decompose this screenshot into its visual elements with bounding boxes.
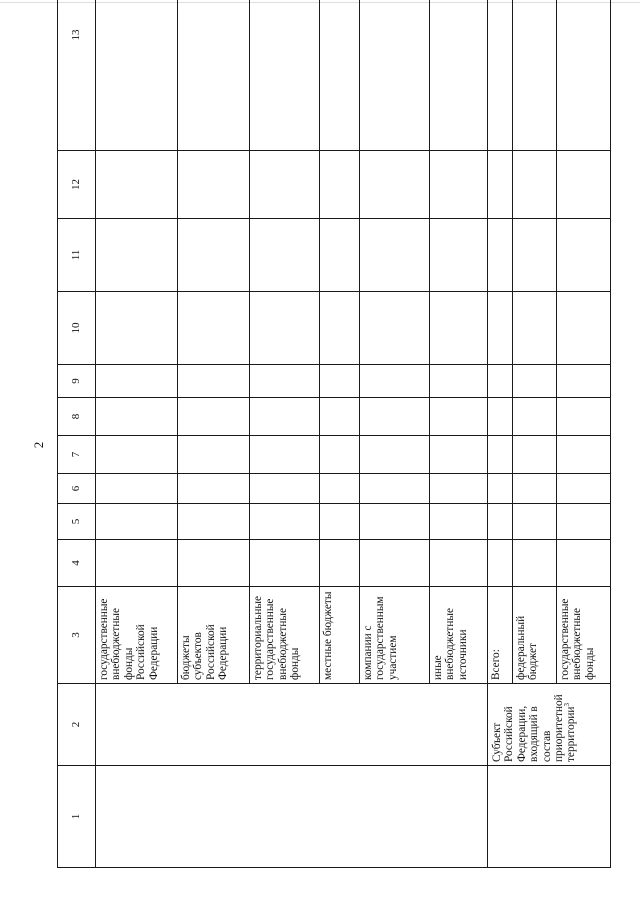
empty-cell bbox=[250, 540, 320, 587]
empty-cell bbox=[513, 504, 557, 540]
empty-cell bbox=[320, 436, 360, 474]
source-label: государственные внебюджетные фонды bbox=[557, 587, 611, 684]
empty-cell bbox=[488, 504, 513, 540]
empty-cell bbox=[178, 398, 250, 436]
empty-cell bbox=[320, 540, 360, 587]
table-row bbox=[96, 0, 178, 868]
empty-cell bbox=[320, 474, 360, 504]
empty-cell bbox=[360, 151, 430, 219]
empty-cell bbox=[96, 398, 178, 436]
source-label: иные внебюджетные источники bbox=[430, 587, 488, 684]
header-cell-6: 6 bbox=[58, 474, 96, 504]
empty-cell bbox=[178, 0, 250, 151]
empty-cell bbox=[178, 436, 250, 474]
empty-cell bbox=[430, 474, 488, 504]
empty-cell bbox=[557, 0, 611, 151]
empty-cell bbox=[430, 292, 488, 365]
empty-cell bbox=[178, 365, 250, 398]
header-cell-7: 7 bbox=[58, 436, 96, 474]
empty-cell bbox=[178, 219, 250, 292]
empty-cell bbox=[320, 365, 360, 398]
empty-cell bbox=[360, 365, 430, 398]
empty-cell bbox=[250, 292, 320, 365]
empty-cell bbox=[430, 365, 488, 398]
group2-col2-cell bbox=[488, 684, 611, 766]
empty-cell bbox=[250, 0, 320, 151]
empty-cell bbox=[513, 151, 557, 219]
empty-cell bbox=[557, 504, 611, 540]
header-row bbox=[58, 0, 96, 868]
group1-col2-cell bbox=[96, 684, 488, 766]
empty-cell bbox=[360, 540, 430, 587]
empty-cell bbox=[178, 474, 250, 504]
header-cell-1: 1 bbox=[58, 766, 96, 868]
empty-cell bbox=[488, 0, 513, 151]
empty-cell bbox=[320, 0, 360, 151]
empty-cell bbox=[360, 398, 430, 436]
empty-cell bbox=[320, 151, 360, 219]
empty-cell bbox=[360, 474, 430, 504]
empty-cell bbox=[557, 219, 611, 292]
header-cell-8: 8 bbox=[58, 398, 96, 436]
empty-cell bbox=[250, 219, 320, 292]
empty-cell bbox=[320, 219, 360, 292]
empty-cell bbox=[96, 151, 178, 219]
group1-col1-cell bbox=[96, 766, 488, 868]
empty-cell bbox=[250, 474, 320, 504]
empty-cell bbox=[557, 398, 611, 436]
footnote-mark: 3 bbox=[563, 703, 572, 707]
empty-cell bbox=[488, 151, 513, 219]
source-label: компании с государственным участием bbox=[360, 587, 430, 684]
empty-cell bbox=[178, 540, 250, 587]
source-label: территориальные государственные внебюджетные фонды bbox=[250, 587, 320, 684]
empty-cell bbox=[250, 151, 320, 219]
empty-cell bbox=[557, 474, 611, 504]
empty-cell bbox=[96, 474, 178, 504]
empty-cell bbox=[488, 540, 513, 587]
empty-cell bbox=[430, 219, 488, 292]
empty-cell bbox=[320, 398, 360, 436]
empty-cell bbox=[360, 504, 430, 540]
empty-cell bbox=[250, 365, 320, 398]
empty-cell bbox=[513, 292, 557, 365]
rotated-table-container bbox=[57, 20, 610, 868]
empty-cell bbox=[178, 151, 250, 219]
empty-cell bbox=[96, 292, 178, 365]
empty-cell bbox=[513, 474, 557, 504]
source-label: государственные внебюджетные фонды Российской Федерации bbox=[96, 587, 178, 684]
header-cell-5: 5 bbox=[58, 504, 96, 540]
empty-cell bbox=[320, 504, 360, 540]
empty-cell bbox=[557, 151, 611, 219]
empty-cell bbox=[96, 219, 178, 292]
empty-cell bbox=[430, 504, 488, 540]
header-cell-4: 4 bbox=[58, 540, 96, 587]
empty-cell bbox=[557, 292, 611, 365]
table-row bbox=[488, 0, 513, 868]
header-cell-2: 2 bbox=[58, 684, 96, 766]
source-label: местные бюджеты bbox=[320, 587, 360, 684]
header-cell-13: 13 bbox=[58, 0, 96, 151]
empty-cell bbox=[513, 436, 557, 474]
empty-cell bbox=[488, 365, 513, 398]
empty-cell bbox=[557, 436, 611, 474]
empty-cell bbox=[430, 436, 488, 474]
empty-cell bbox=[513, 398, 557, 436]
empty-cell bbox=[488, 398, 513, 436]
empty-cell bbox=[513, 540, 557, 587]
empty-cell bbox=[360, 219, 430, 292]
empty-cell bbox=[513, 0, 557, 151]
empty-cell bbox=[513, 219, 557, 292]
empty-cell bbox=[430, 398, 488, 436]
subject-label: Субъект Российской Федерации, входящий в состав приоритетной территории bbox=[491, 694, 578, 762]
empty-cell bbox=[178, 504, 250, 540]
header-cell-9: 9 bbox=[58, 365, 96, 398]
empty-cell bbox=[250, 504, 320, 540]
empty-cell bbox=[430, 151, 488, 219]
empty-cell bbox=[250, 398, 320, 436]
empty-cell bbox=[430, 540, 488, 587]
empty-cell bbox=[96, 504, 178, 540]
empty-cell bbox=[557, 365, 611, 398]
empty-cell bbox=[488, 474, 513, 504]
empty-cell bbox=[360, 436, 430, 474]
financing-table bbox=[57, 0, 611, 868]
group2-col1-cell bbox=[488, 766, 611, 868]
header-cell-3: 3 bbox=[58, 587, 96, 684]
empty-cell bbox=[96, 436, 178, 474]
empty-cell bbox=[557, 540, 611, 587]
empty-cell bbox=[178, 292, 250, 365]
empty-cell bbox=[488, 292, 513, 365]
header-cell-12: 12 bbox=[58, 151, 96, 219]
source-label: бюджеты субъектов Российской Федерации bbox=[178, 587, 250, 684]
empty-cell bbox=[488, 436, 513, 474]
source-label: Всего: bbox=[488, 587, 513, 684]
empty-cell bbox=[513, 365, 557, 398]
empty-cell bbox=[360, 0, 430, 151]
header-cell-10: 10 bbox=[58, 292, 96, 365]
empty-cell bbox=[430, 0, 488, 151]
empty-cell bbox=[96, 540, 178, 587]
header-cell-11: 11 bbox=[58, 219, 96, 292]
empty-cell bbox=[96, 0, 178, 151]
empty-cell bbox=[320, 292, 360, 365]
empty-cell bbox=[250, 436, 320, 474]
empty-cell bbox=[360, 292, 430, 365]
source-label: федеральный бюджет bbox=[513, 587, 557, 684]
empty-cell bbox=[96, 365, 178, 398]
empty-cell bbox=[488, 219, 513, 292]
page-number: 2 bbox=[31, 441, 46, 449]
